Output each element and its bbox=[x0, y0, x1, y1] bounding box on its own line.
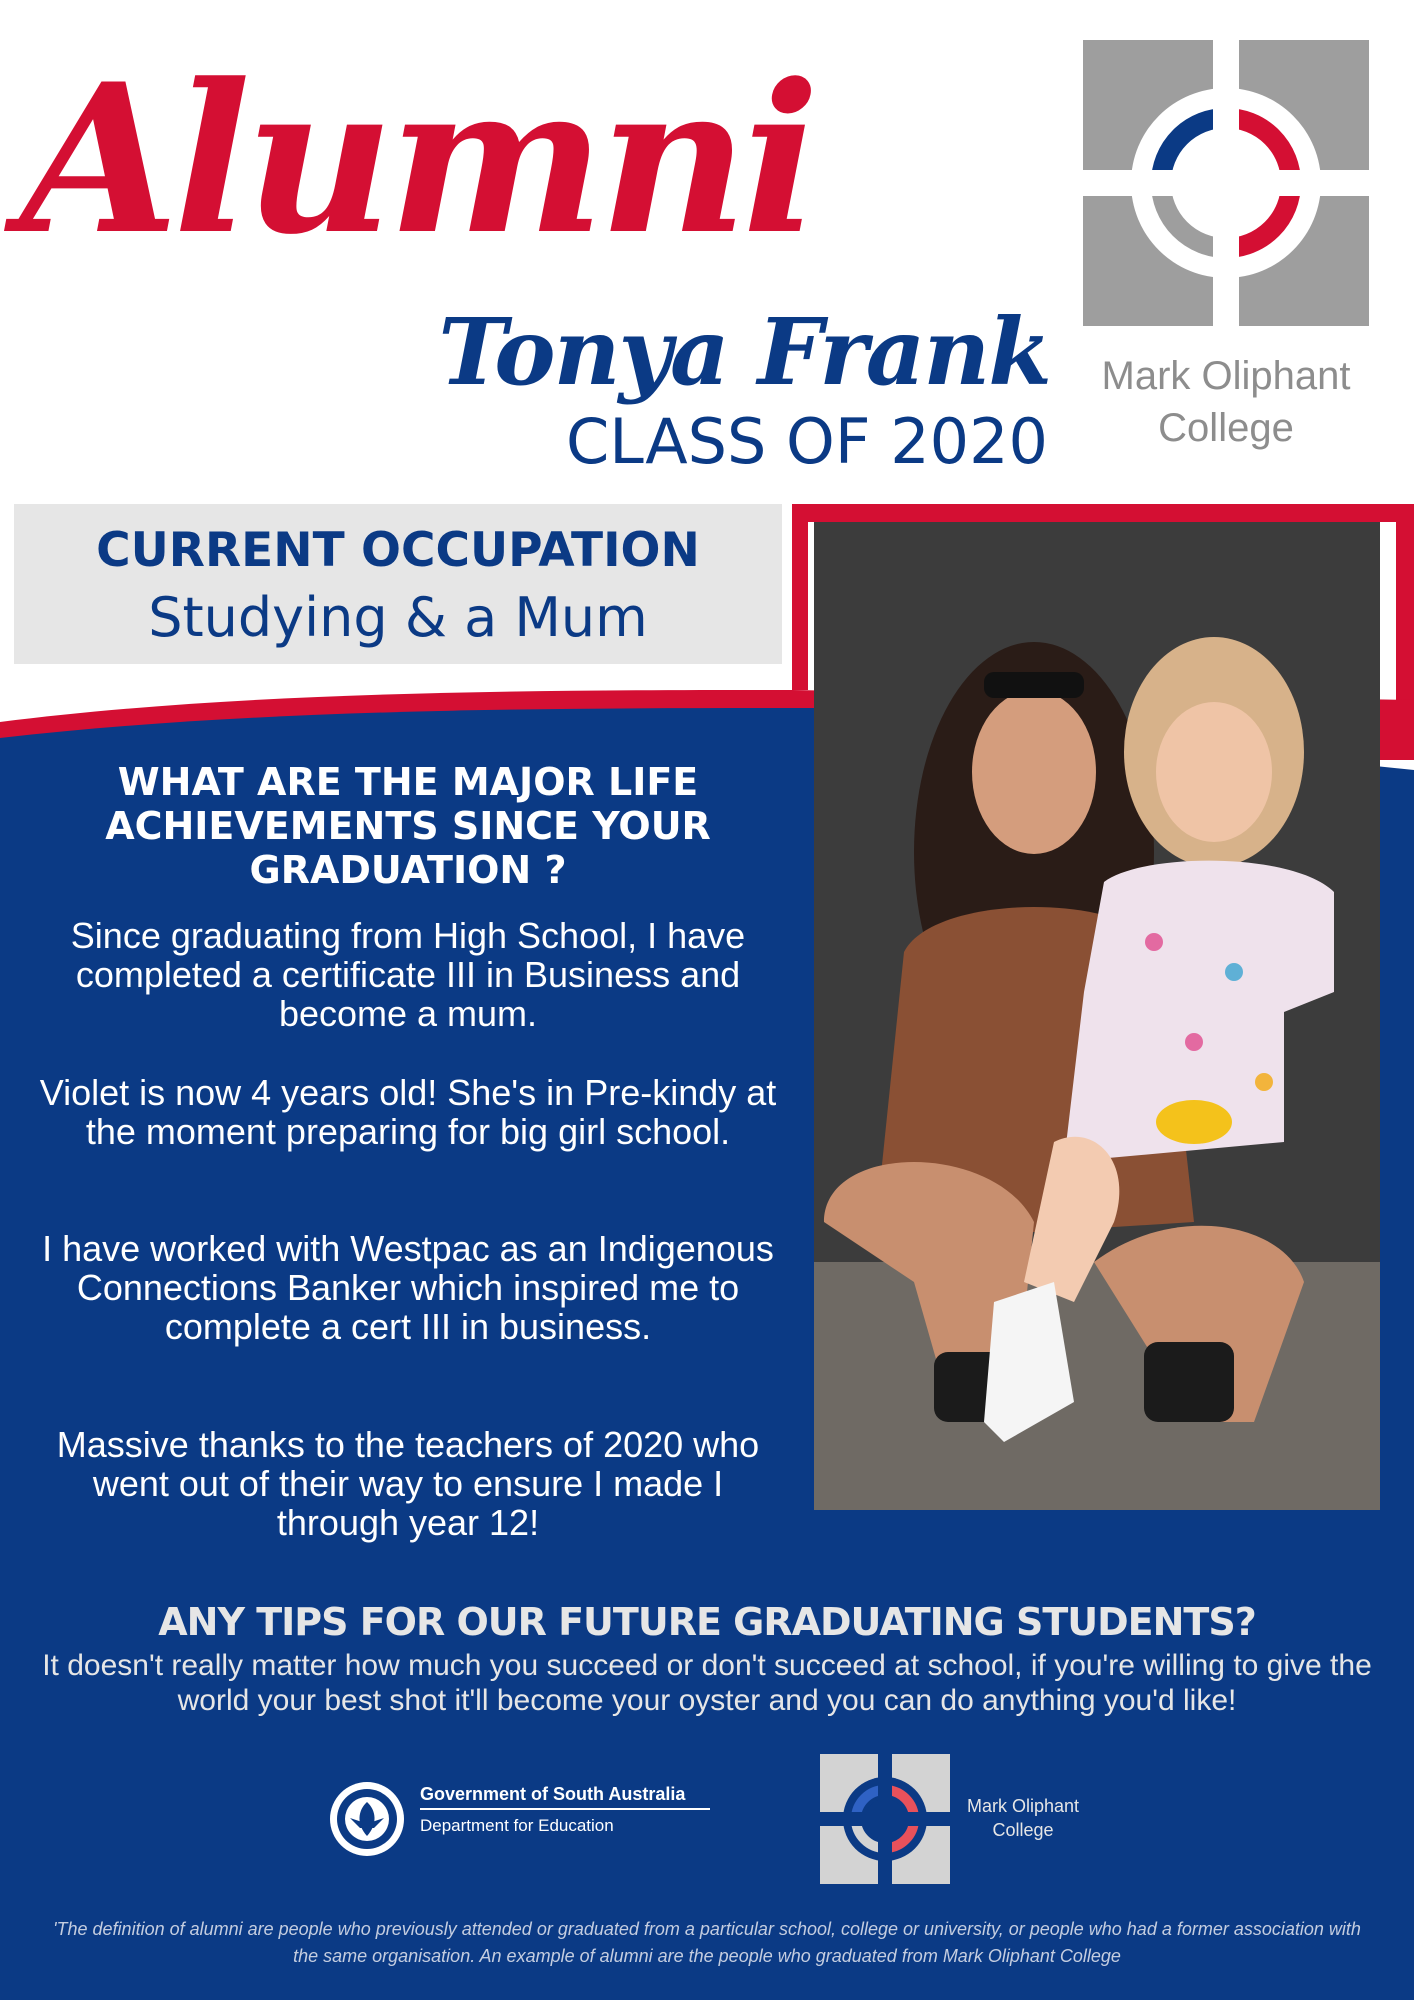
achievement-paragraph: Violet is now 4 years old! She's in Pre-kindy at the moment preparing for big girl school. bbox=[39, 1072, 777, 1152]
mark-oliphant-college-logo-icon bbox=[1083, 40, 1369, 326]
achievements-question: WHAT ARE THE MAJOR LIFE ACHIEVEMENTS SINCE YOUR GRADUATION ? bbox=[105, 760, 711, 892]
alumni-definition: 'The definition of alumni are people who previously attended or graduated from a particular school, college or university, or people who had a former association with the same organisation. An example of alumni are the people who graduated from Mark Oliphant College bbox=[53, 1919, 1361, 1966]
college-footer-name: Mark Oliphant College bbox=[966, 1796, 1080, 1840]
achievement-paragraph: Massive thanks to the teachers of 2020 who went out of their way to ensure I made I through year 12! bbox=[56, 1424, 760, 1543]
occupation-heading: CURRENT OCCUPATION bbox=[96, 523, 700, 578]
tips-question: ANY TIPS FOR OUR FUTURE GRADUATING STUDENTS? bbox=[158, 1600, 1256, 1644]
class-year: CLASS OF 2020 bbox=[565, 405, 1048, 478]
college-name: Mark Oliphant College bbox=[1101, 354, 1351, 450]
alumni-name: Tonya Frank bbox=[438, 298, 1050, 406]
portrait-photo bbox=[814, 522, 1380, 1510]
page-title: Alumni bbox=[20, 40, 814, 280]
government-name: Government of South Australia bbox=[420, 1782, 710, 1810]
government-department: Department for Education bbox=[420, 1816, 614, 1835]
achievement-paragraph: I have worked with Westpac as an Indigenous Connections Banker which inspired me to complete a cert III in business. bbox=[42, 1228, 774, 1347]
south-australia-seal-icon bbox=[328, 1780, 406, 1858]
tips-answer: It doesn't really matter how much you succeed or don't succeed at school, if you're willing to give the world your best shot it'll become your oyster and you can do anything you'd like! bbox=[42, 1649, 1372, 1717]
occupation-value: Studying & a Mum bbox=[148, 586, 648, 649]
mark-oliphant-college-footer-logo-icon bbox=[820, 1754, 950, 1884]
achievement-paragraph: Since graduating from High School, I have completed a certificate III in Business and become a mum. bbox=[70, 915, 746, 1034]
photo-illustration-icon bbox=[814, 522, 1380, 1510]
